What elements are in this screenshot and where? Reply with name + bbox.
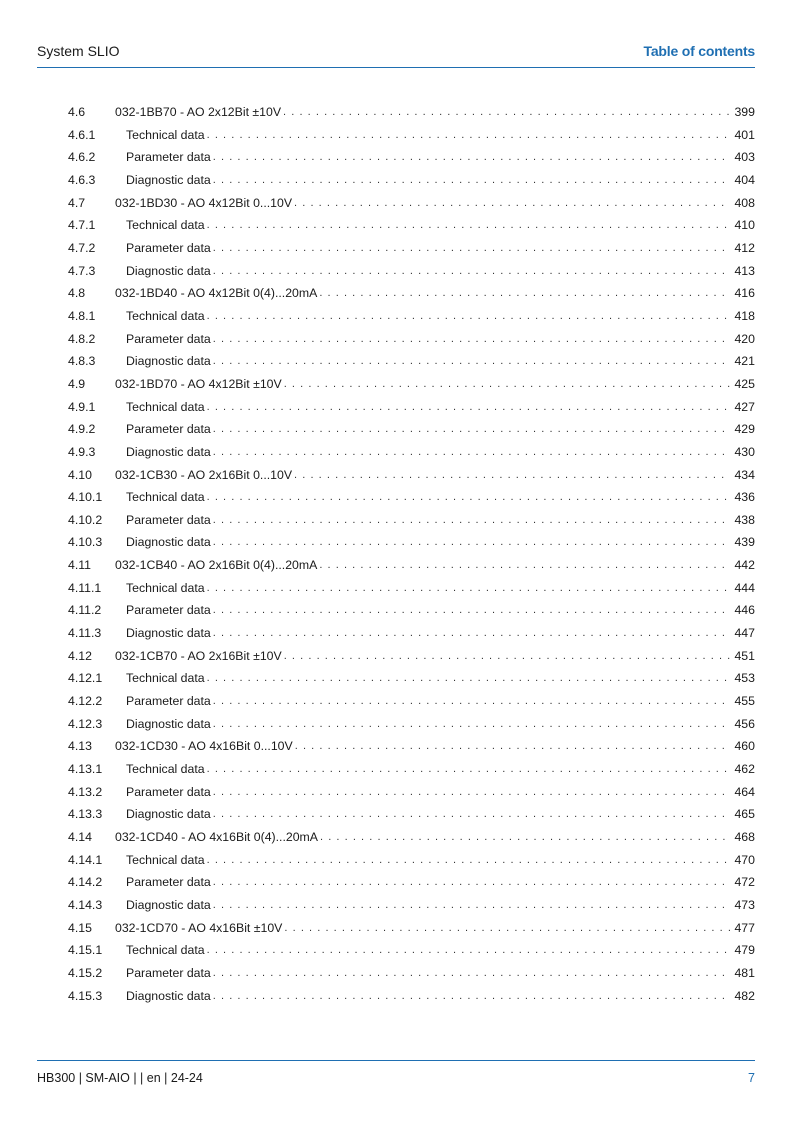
toc-entry-page: 444 [734, 580, 755, 595]
toc-entry-page: 453 [734, 671, 755, 686]
toc-leader-dots [207, 307, 731, 325]
toc-entry-number: 4.15 [68, 920, 92, 935]
toc-entry-number: 4.6.2 [68, 150, 96, 165]
toc-leader-dots [213, 715, 731, 733]
toc-entry-page: 401 [734, 127, 755, 142]
toc-leader-dots [213, 624, 731, 642]
toc-entry-page: 442 [734, 558, 755, 573]
toc-entry-number: 4.14.3 [68, 897, 103, 912]
toc-entry-title: Parameter data [126, 422, 211, 437]
toc-entry-page: 479 [734, 943, 755, 958]
toc-entry[interactable] [68, 466, 755, 489]
toc-leader-dots [213, 805, 731, 823]
toc-entry-title: Diagnostic data [126, 535, 211, 550]
footer-document-id: HB300 | SM-AIO | | en | 24-24 [37, 1071, 203, 1085]
toc-entry-page: 470 [734, 852, 755, 867]
toc-entry-page: 477 [734, 920, 755, 935]
toc-entry-page: 416 [734, 286, 755, 301]
toc-leader-dots [284, 375, 731, 393]
toc-entry-title: Technical data [126, 852, 205, 867]
toc-entry-page: 429 [734, 422, 755, 437]
toc-leader-dots [213, 171, 731, 189]
toc-entry[interactable] [68, 126, 755, 149]
toc-entry-number: 4.13.2 [68, 784, 103, 799]
toc-entry-title: 032-1CD70 - AO 4x16Bit ±10V [115, 920, 283, 935]
toc-leader-dots [213, 239, 731, 257]
toc-entry-page: 456 [734, 716, 755, 731]
toc-entry-number: 4.9.3 [68, 444, 96, 459]
toc-entry-page: 464 [734, 784, 755, 799]
toc-entry-title: Diagnostic data [126, 897, 211, 912]
toc-entry-title: Parameter data [126, 603, 211, 618]
toc-entry-number: 4.10.2 [68, 512, 103, 527]
toc-entry-page: 455 [734, 694, 755, 709]
toc-leader-dots [295, 737, 731, 755]
toc-entry-title: 032-1CB70 - AO 2x16Bit ±10V [115, 648, 282, 663]
toc-entry-page: 451 [734, 648, 755, 663]
toc-entry[interactable] [68, 647, 755, 670]
toc-entry-page: 403 [734, 150, 755, 165]
toc-entry-number: 4.8 [68, 286, 86, 301]
toc-entry[interactable] [68, 488, 755, 511]
toc-entry[interactable] [68, 171, 755, 194]
toc-leader-dots [213, 964, 731, 982]
toc-entry-title: Technical data [126, 490, 205, 505]
toc-entry[interactable] [68, 805, 755, 828]
toc-entry-page: 421 [734, 354, 755, 369]
toc-entry-number: 4.14 [68, 830, 92, 844]
toc-leader-dots [213, 443, 731, 461]
toc-entry-number: 4.12.2 [68, 694, 103, 709]
toc-entry-number: 4.9.1 [68, 399, 96, 414]
toc-leader-dots [320, 828, 730, 846]
toc-entry[interactable] [68, 443, 755, 466]
toc-entry[interactable] [68, 194, 755, 217]
toc-entry-title: Parameter data [126, 512, 211, 527]
toc-leader-dots [213, 148, 731, 166]
toc-entry[interactable] [68, 148, 755, 171]
toc-entry[interactable] [68, 987, 755, 1010]
toc-leader-dots [213, 601, 731, 619]
toc-entry-page: 446 [734, 603, 755, 618]
toc-entry-title: 032-1CD40 - AO 4x16Bit 0(4)...20mA [115, 830, 318, 844]
toc-entry-title: Diagnostic data [126, 988, 211, 1003]
toc-leader-dots [207, 851, 731, 869]
toc-entry-page: 399 [734, 105, 755, 119]
toc-entry-page: 430 [734, 444, 755, 459]
toc-entry-page: 472 [734, 875, 755, 890]
toc-entry-page: 404 [734, 172, 755, 187]
toc-entry-page: 412 [734, 240, 755, 255]
toc-entry-title: 032-1BD30 - AO 4x12Bit 0...10V [115, 195, 293, 210]
toc-entry-number: 4.11.1 [68, 580, 102, 595]
toc-leader-dots [207, 941, 731, 959]
toc-entry[interactable] [68, 737, 755, 760]
toc-entry[interactable] [68, 420, 755, 443]
toc-entry-number: 4.13.1 [68, 762, 103, 777]
toc-entry-page: 434 [734, 467, 755, 482]
toc-entry-number: 4.13 [68, 739, 92, 754]
toc-leader-dots [207, 126, 731, 144]
toc-entry-number: 4.15.3 [68, 988, 103, 1003]
toc-entry-number: 4.7.2 [68, 240, 96, 255]
toc-entry-number: 4.13.3 [68, 807, 103, 822]
toc-entry-number: 4.11 [68, 558, 92, 573]
toc-entry-title: 032-1CB40 - AO 2x16Bit 0(4)...20mA [115, 558, 318, 573]
toc-entry[interactable] [68, 103, 755, 126]
toc-leader-dots [213, 262, 731, 280]
toc-entry[interactable] [68, 896, 755, 919]
toc-leader-dots [213, 533, 731, 551]
toc-entry[interactable] [68, 398, 755, 421]
toc-entry-title: 032-1BD70 - AO 4x12Bit ±10V [115, 376, 282, 391]
toc-entry-number: 4.11.3 [68, 626, 102, 641]
toc-entry-number: 4.6 [68, 105, 86, 119]
toc-entry-title: Technical data [126, 671, 205, 686]
toc-entry-title: Technical data [126, 580, 205, 595]
toc-leader-dots [213, 873, 731, 891]
toc-entry-title: Technical data [126, 218, 205, 233]
toc-entry-page: 439 [734, 535, 755, 550]
toc-entry[interactable] [68, 284, 755, 307]
toc-leader-dots [213, 896, 731, 914]
toc-entry-title: Parameter data [126, 875, 211, 890]
toc-entry-title: Parameter data [126, 965, 211, 980]
toc-leader-dots [213, 987, 731, 1005]
toc-leader-dots [294, 466, 730, 484]
toc-entry-number: 4.8.3 [68, 354, 96, 369]
toc-entry-number: 4.12.1 [68, 671, 103, 686]
toc-entry[interactable] [68, 262, 755, 285]
toc-entry[interactable] [68, 601, 755, 624]
toc-entry[interactable] [68, 669, 755, 692]
toc-entry-page: 447 [734, 626, 755, 641]
toc-entry[interactable] [68, 624, 755, 647]
toc-entry-number: 4.14.2 [68, 875, 103, 890]
toc-entry-title: Technical data [126, 127, 205, 142]
toc-entry-title: Parameter data [126, 694, 211, 709]
toc-leader-dots [213, 330, 731, 348]
header-left-title: System SLIO [37, 43, 120, 59]
toc-entry-number: 4.7.3 [68, 263, 96, 278]
toc-entry-title: Diagnostic data [126, 716, 211, 731]
toc-entry-number: 4.15.1 [68, 943, 103, 958]
footer-divider [37, 1060, 755, 1061]
toc-leader-dots [284, 919, 730, 937]
toc-entry-number: 4.12.3 [68, 716, 103, 731]
toc-entry-title: 032-1CD30 - AO 4x16Bit 0...10V [115, 739, 293, 754]
toc-entry-title: Parameter data [126, 331, 211, 346]
toc-entry-title: Technical data [126, 762, 205, 777]
toc-entry-title: Diagnostic data [126, 172, 211, 187]
toc-entry[interactable] [68, 715, 755, 738]
toc-entry[interactable] [68, 579, 755, 602]
toc-entry-page: 410 [734, 218, 755, 233]
toc-entry[interactable] [68, 873, 755, 896]
toc-entry-page: 473 [734, 897, 755, 912]
toc-leader-dots [207, 216, 731, 234]
toc-entry-number: 4.11.2 [68, 603, 102, 618]
toc-entry-page: 427 [734, 399, 755, 414]
toc-entry[interactable] [68, 760, 755, 783]
toc-entry[interactable] [68, 330, 755, 353]
toc-entry[interactable] [68, 307, 755, 330]
toc-entry-page: 436 [734, 490, 755, 505]
toc-entry-title: Technical data [126, 399, 205, 414]
toc-entry-number: 4.10 [68, 467, 92, 482]
toc-entry-title: Parameter data [126, 784, 211, 799]
toc-leader-dots [207, 669, 731, 687]
toc-entry-number: 4.6.3 [68, 172, 96, 187]
toc-leader-dots [283, 103, 730, 121]
toc-entry-title: Technical data [126, 308, 205, 323]
toc-entry-page: 468 [734, 830, 755, 844]
footer-page-number: 7 [748, 1071, 755, 1085]
toc-entry-title: Diagnostic data [126, 354, 211, 369]
toc-entry[interactable] [68, 851, 755, 874]
toc-entry[interactable] [68, 216, 755, 239]
toc-entry-page: 465 [734, 807, 755, 822]
toc-leader-dots [207, 398, 731, 416]
toc-entry-page: 482 [734, 988, 755, 1003]
header-section-title: Table of contents [643, 43, 755, 59]
toc-entry-page: 460 [734, 739, 755, 754]
toc-leader-dots [213, 692, 731, 710]
toc-leader-dots [294, 194, 730, 212]
toc-entry[interactable] [68, 919, 755, 942]
toc-leader-dots [213, 352, 731, 370]
toc-entry[interactable] [68, 533, 755, 556]
toc-entry[interactable] [68, 375, 755, 398]
toc-entry-number: 4.10.3 [68, 535, 103, 550]
toc-entry[interactable] [68, 556, 755, 579]
toc-entry-number: 4.8.2 [68, 331, 96, 346]
toc-entry-title: Parameter data [126, 150, 211, 165]
toc-entry-page: 438 [734, 512, 755, 527]
toc-entry[interactable] [68, 783, 755, 806]
toc-entry-number: 4.15.2 [68, 965, 103, 980]
toc-entry-page: 462 [734, 762, 755, 777]
toc-entry-title: Diagnostic data [126, 444, 211, 459]
toc-entry-title: 032-1BB70 - AO 2x12Bit ±10V [115, 105, 282, 119]
toc-leader-dots [213, 511, 731, 529]
toc-entry-page: 418 [734, 308, 755, 323]
toc-entry-page: 481 [734, 965, 755, 980]
toc-entry-number: 4.6.1 [68, 127, 96, 142]
toc-entry-title: Diagnostic data [126, 263, 211, 278]
toc-entry-number: 4.7.1 [68, 218, 96, 233]
toc-entry-title: 032-1BD40 - AO 4x12Bit 0(4)...20mA [115, 286, 318, 301]
toc-entry-number: 4.10.1 [68, 490, 103, 505]
toc-entry-page: 413 [734, 263, 755, 278]
toc-leader-dots [319, 284, 730, 302]
toc-entry-number: 4.9.2 [68, 422, 96, 437]
toc-entry-title: 032-1CB30 - AO 2x16Bit 0...10V [115, 467, 293, 482]
toc-leader-dots [207, 760, 731, 778]
toc-entry-page: 425 [734, 376, 755, 391]
toc-entry-title: Diagnostic data [126, 807, 211, 822]
toc-entry[interactable] [68, 828, 755, 851]
toc-leader-dots [207, 488, 731, 506]
toc-entry-title: Parameter data [126, 240, 211, 255]
toc-entry-number: 4.9 [68, 376, 86, 391]
toc-leader-dots [213, 420, 731, 438]
toc-entry[interactable] [68, 941, 755, 964]
toc-entry[interactable] [68, 692, 755, 715]
toc-leader-dots [207, 579, 731, 597]
toc-entry[interactable] [68, 239, 755, 262]
table-of-contents [68, 103, 755, 1009]
toc-entry-page: 408 [734, 195, 755, 210]
toc-entry-number: 4.8.1 [68, 308, 96, 323]
header-divider [37, 67, 755, 68]
toc-entry-number: 4.7 [68, 195, 86, 210]
toc-entry[interactable] [68, 511, 755, 534]
toc-entry-page: 420 [734, 331, 755, 346]
toc-leader-dots [319, 556, 730, 574]
toc-entry-title: Technical data [126, 943, 205, 958]
toc-entry-title: Diagnostic data [126, 626, 211, 641]
toc-entry[interactable] [68, 964, 755, 987]
toc-leader-dots [213, 783, 731, 801]
toc-entry-number: 4.14.1 [68, 852, 103, 867]
toc-entry-number: 4.12 [68, 648, 92, 663]
toc-entry[interactable] [68, 352, 755, 375]
toc-leader-dots [284, 647, 731, 665]
